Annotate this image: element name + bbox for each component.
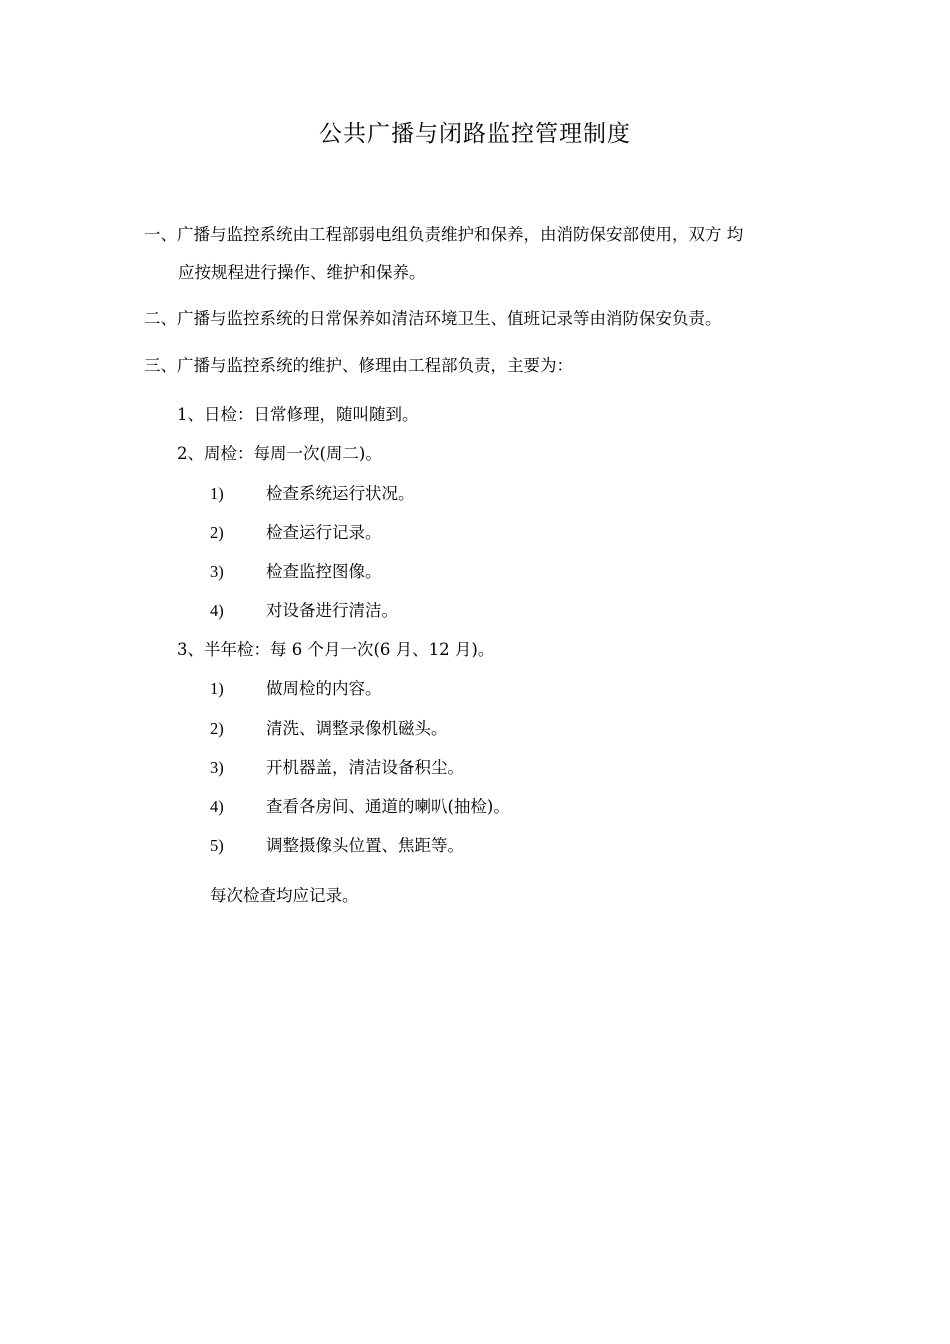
- closing-note: 每次检查均应记录。: [210, 886, 359, 905]
- weekly-subitem: [210, 557, 382, 587]
- subitem-number: 2): [210, 719, 224, 738]
- subitem-text: 查看各房间、通道的喇叭(抽检)。: [266, 797, 510, 816]
- subitem-text: 做周检的内容。: [266, 679, 382, 698]
- subitem-number: 2): [210, 523, 224, 542]
- document-title: 公共广播与闭路监控管理制度: [319, 121, 631, 147]
- weekly-subitem: [210, 596, 398, 626]
- section-3: 三、广播与监控系统的维护、修理由工程部负责，主要为：: [144, 356, 573, 375]
- half-year-subitem: [210, 792, 510, 822]
- section-1: [144, 216, 824, 292]
- item-daily-check: 1、日检：日常修理，随叫随到。: [177, 405, 419, 424]
- section-1-line-2: 应按规程进行操作、维护和保养。: [178, 263, 426, 282]
- half-year-subitem: [210, 753, 464, 783]
- subitem-number: 4): [210, 601, 224, 620]
- half-year-subitem: [210, 831, 464, 861]
- subitem-text: 对设备进行清洁。: [266, 601, 398, 620]
- section-1-line-1: 一、广播与监控系统由工程部弱电组负责维护和保养，由消防保安部使用，双方 均: [144, 225, 744, 244]
- weekly-subitem: [210, 518, 382, 548]
- half-year-subitem: [210, 714, 448, 744]
- subitem-number: 3): [210, 758, 224, 777]
- subitem-number: 5): [210, 836, 224, 855]
- weekly-subitem: [210, 479, 415, 509]
- subitem-text: 检查运行记录。: [266, 523, 382, 542]
- subitem-text: 调整摄像头位置、焦距等。: [266, 836, 464, 855]
- subitem-number: 3): [210, 562, 224, 581]
- subitem-text: 开机器盖，清洁设备积尘。: [266, 758, 464, 777]
- half-year-subitem: [210, 674, 382, 704]
- subitem-text: 检查监控图像。: [266, 562, 382, 581]
- subitem-text: 清洗、调整录像机磁头。: [266, 719, 448, 738]
- subitem-number: 4): [210, 797, 224, 816]
- item-half-year-check: 3、半年检：每 6 个月一次(6 月、12 月)。: [177, 640, 495, 659]
- subitem-number: 1): [210, 679, 224, 698]
- section-2: 二、广播与监控系统的日常保养如清洁环境卫生、值班记录等由消防保安负责。: [144, 309, 722, 328]
- item-weekly-check: 2、周检：每周一次(周二)。: [177, 444, 382, 463]
- subitem-number: 1): [210, 484, 224, 503]
- subitem-text: 检查系统运行状况。: [266, 484, 415, 503]
